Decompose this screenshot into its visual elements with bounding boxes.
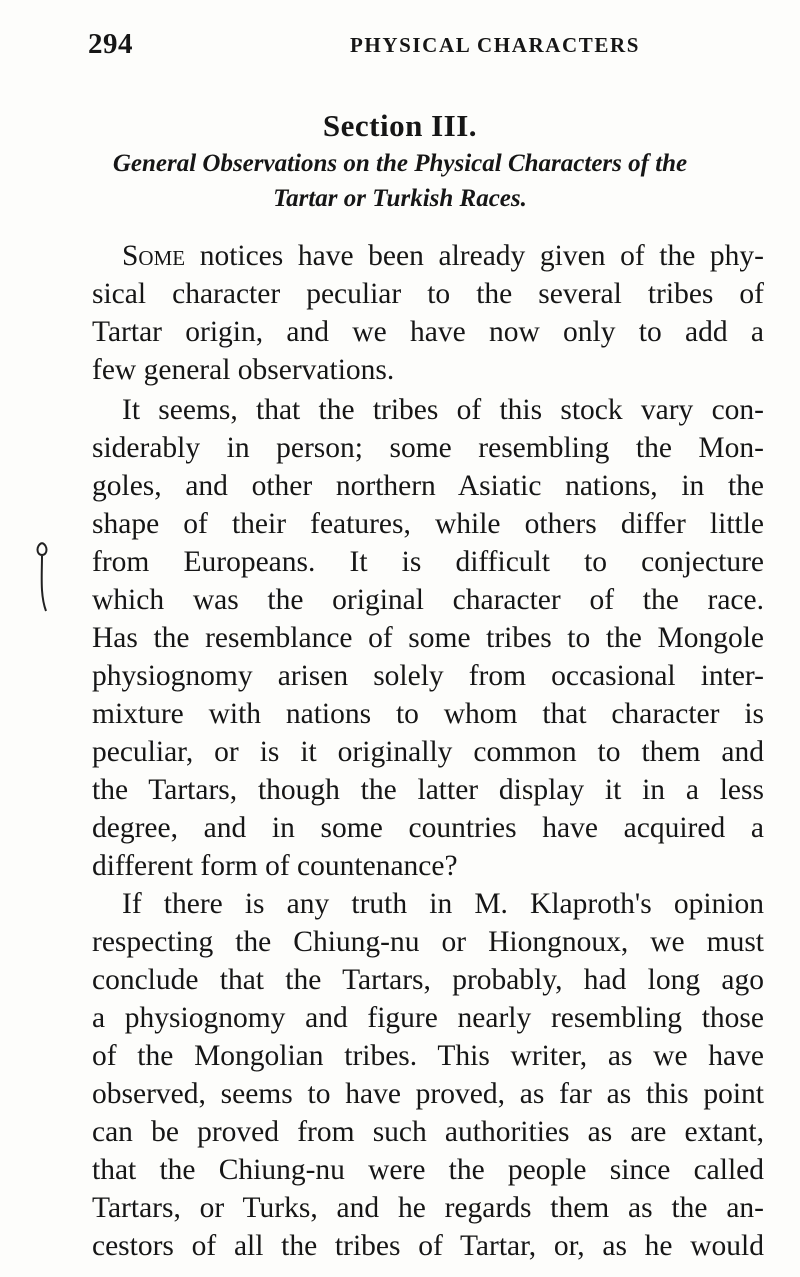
paragraph-line: a physiognomy and figure nearly resembling those (92, 1002, 764, 1034)
paragraph-line: siderably in person; some resembling the Mon- (92, 432, 764, 464)
paragraph-line: Has the resemblance of some tribes to the Mongole (92, 622, 764, 654)
handwritten-margin-mark (28, 535, 58, 615)
paragraph-line: from Europeans. It is difficult to conjecture (92, 546, 764, 578)
paragraph-line: cestors of all the tribes of Tartar, or, as he would (92, 1230, 764, 1262)
paragraph-line: sical character peculiar to the several tribes of (92, 278, 764, 310)
paragraph-line: It seems, that the tribes of this stock vary con- (122, 394, 764, 426)
paragraph-line: peculiar, or is it originally common to them and (92, 736, 764, 768)
paragraph-line: Tartars, or Turks, and he regards them as the an- (92, 1192, 764, 1224)
section-subtitle-line-1: General Observations on the Physical Characters of the (112, 150, 688, 177)
paragraph-line: which was the original character of the race. (92, 584, 764, 616)
paragraph-line: goles, and other northern Asiatic nations, in the (92, 470, 764, 502)
paragraph-line: observed, seems to have proved, as far as this point (92, 1078, 764, 1110)
section-heading: Section III. (322, 108, 478, 143)
paragraph-line: degree, and in some countries have acquired a (92, 812, 764, 844)
paragraph-line: Some notices have been already given of the phy- (122, 240, 764, 272)
drop-word: Some (122, 240, 186, 272)
paragraph-line: of the Mongolian tribes. This writer, as we have (92, 1040, 764, 1072)
section-subtitle-line-2: Tartar or Turkish Races. (273, 185, 527, 212)
paragraph-line: the Tartars, though the latter display it in a less (92, 774, 764, 806)
page-header (88, 28, 764, 62)
paragraph-line: mixture with nations to whom that character is (92, 698, 764, 730)
paragraph-line: Tartar origin, and we have now only to add a (92, 316, 764, 348)
paragraph-line: If there is any truth in M. Klaproth's opinion (122, 888, 764, 920)
page-number: 294 (88, 28, 133, 60)
running-head: PHYSICAL CHARACTERS (350, 33, 641, 57)
paragraph-line: that the Chiung-nu were the people since called (92, 1154, 764, 1186)
paragraph-line: conclude that the Tartars, probably, had long ago (92, 964, 764, 996)
paragraph-line: different form of countenance? (92, 850, 458, 882)
paragraph-line: respecting the Chiung-nu or Hiongnoux, we must (92, 926, 764, 958)
paragraph-line: can be proved from such authorities as are extant, (92, 1116, 764, 1148)
paragraph-line: physiognomy arisen solely from occasional inter- (92, 660, 764, 692)
paragraph-line: shape of their features, while others differ little (92, 508, 764, 540)
paragraph-line: few general observations. (92, 354, 395, 386)
